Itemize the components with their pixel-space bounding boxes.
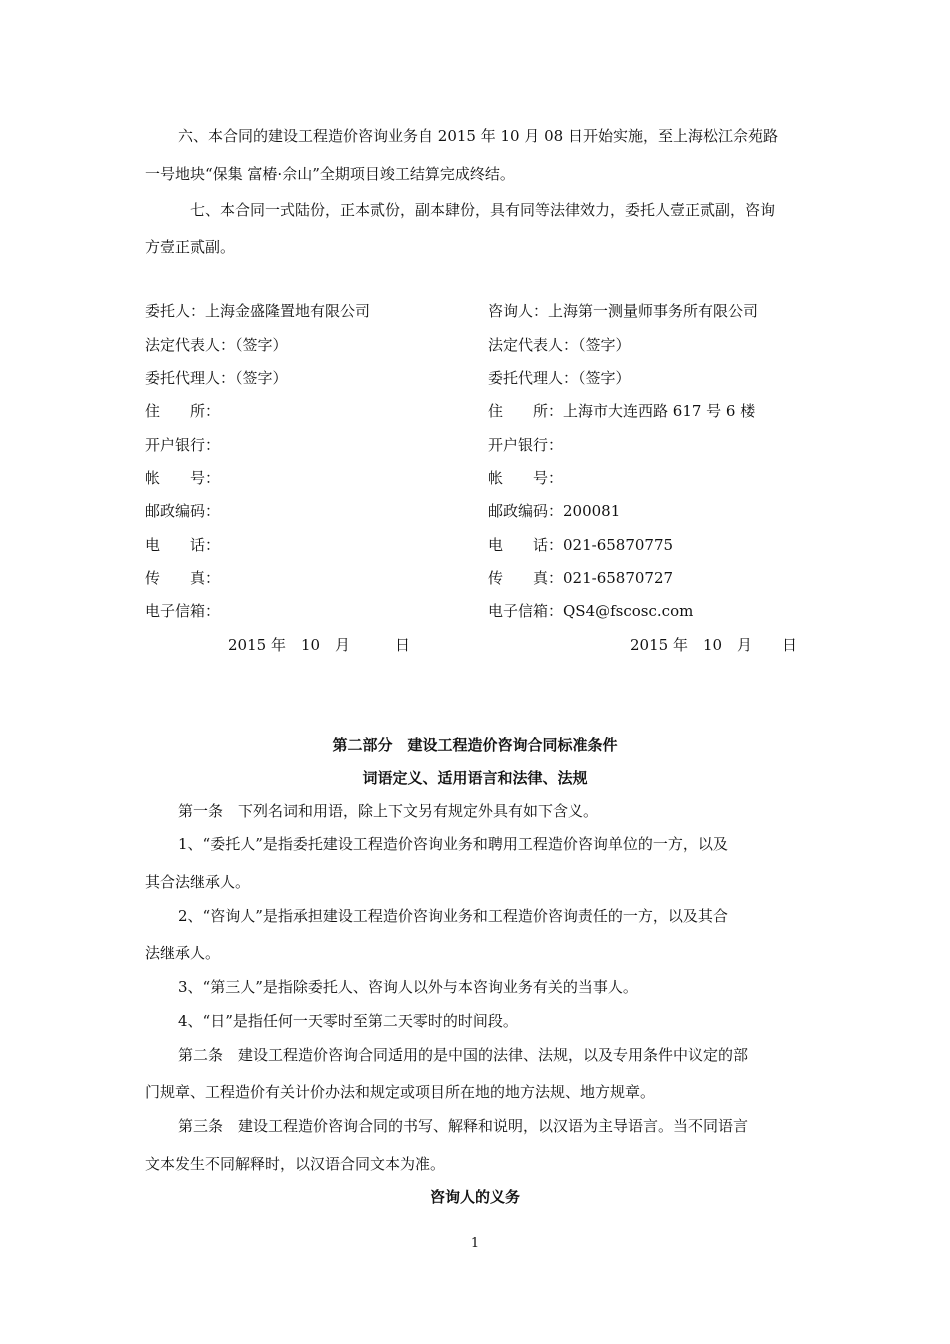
- client-date: 2015 年 10 月 日: [228, 636, 411, 654]
- consultant-date: 2015 年 10 月 日: [630, 636, 798, 654]
- article-three-line1: 第三条 建设工程造价咨询合同的书写、解释和说明，以汉语为主导语言。当不同语言: [178, 1117, 749, 1135]
- clause-six-line2: 一号地块“保集 富椿·佘山”全期项目竣工结算完成终结。: [145, 165, 515, 183]
- client-postcode: 邮政编码：: [145, 502, 221, 520]
- consultant-name: 咨询人：上海第一测量师事务所有限公司: [488, 302, 759, 320]
- consultant-bank: 开户银行：: [488, 436, 564, 454]
- article-two-line1: 第二条 建设工程造价咨询合同适用的是中国的法律、法规，以及专用条件中议定的部: [178, 1046, 749, 1064]
- consultant-account: 帐 号：: [488, 469, 564, 487]
- page-number: 1: [470, 1236, 480, 1251]
- article-three-line2: 文本发生不同解释时，以汉语合同文本为准。: [145, 1155, 446, 1173]
- consultant-phone: 电 话：021-65870775: [488, 536, 674, 554]
- client-email: 电子信箱：: [145, 602, 221, 620]
- article-two-line2: 门规章、工程造价有关计价办法和规定或项目所在地的地方法规、地方规章。: [145, 1083, 656, 1101]
- consultant-address: 住 所：上海市大连西路 617 号 6 楼: [488, 402, 756, 420]
- part-two-subtitle: 词语定义、适用语言和法律、法规: [362, 769, 588, 787]
- client-bank: 开户银行：: [145, 436, 221, 454]
- part-two-title: 第二部分 建设工程造价咨询合同标准条件: [332, 736, 618, 754]
- clause-seven-line1: 七、本合同一式陆份，正本贰份，副本肆份，具有同等法律效力，委托人壹正贰副，咨询: [190, 201, 776, 219]
- consultant-agent: 委托代理人：（签字）: [488, 369, 631, 387]
- consultant-fax: 传 真：021-65870727: [488, 569, 674, 587]
- definition-1-line2: 其合法继承人。: [145, 873, 251, 891]
- article-one: 第一条 下列名词和用语，除上下文另有规定外具有如下含义。: [178, 802, 599, 820]
- definition-2-line2: 法继承人。: [145, 944, 221, 962]
- client-address: 住 所：: [145, 402, 221, 420]
- definition-1-line1: 1、“委托人”是指委托建设工程造价咨询业务和聘用工程造价咨询单位的一方，以及: [178, 835, 728, 853]
- definition-3: 3、“第三人”是指除委托人、咨询人以外与本咨询业务有关的当事人。: [178, 978, 638, 996]
- client-phone: 电 话：: [145, 536, 221, 554]
- consultant-duties-heading: 咨询人的义务: [429, 1188, 520, 1206]
- client-fax: 传 真：: [145, 569, 221, 587]
- client-legal-rep: 法定代表人：（签字）: [145, 336, 288, 354]
- consultant-postcode: 邮政编码：200081: [488, 502, 621, 520]
- consultant-legal-rep: 法定代表人：（签字）: [488, 336, 631, 354]
- clause-seven-line2: 方壹正贰副。: [145, 238, 236, 256]
- definition-4: 4、“日”是指任何一天零时至第二天零时的时间段。: [178, 1012, 518, 1030]
- clause-six-line1: 六、本合同的建设工程造价咨询业务自 2015 年 10 月 08 日开始实施，至上海松江佘苑路: [178, 127, 778, 145]
- consultant-email: 电子信箱：QS4@fscosc.com: [488, 602, 694, 620]
- client-account: 帐 号：: [145, 469, 221, 487]
- client-agent: 委托代理人：（签字）: [145, 369, 288, 387]
- client-name: 委托人：上海金盛隆置地有限公司: [145, 302, 371, 320]
- definition-2-line1: 2、“咨询人”是指承担建设工程造价咨询业务和工程造价咨询责任的一方，以及其合: [178, 907, 728, 925]
